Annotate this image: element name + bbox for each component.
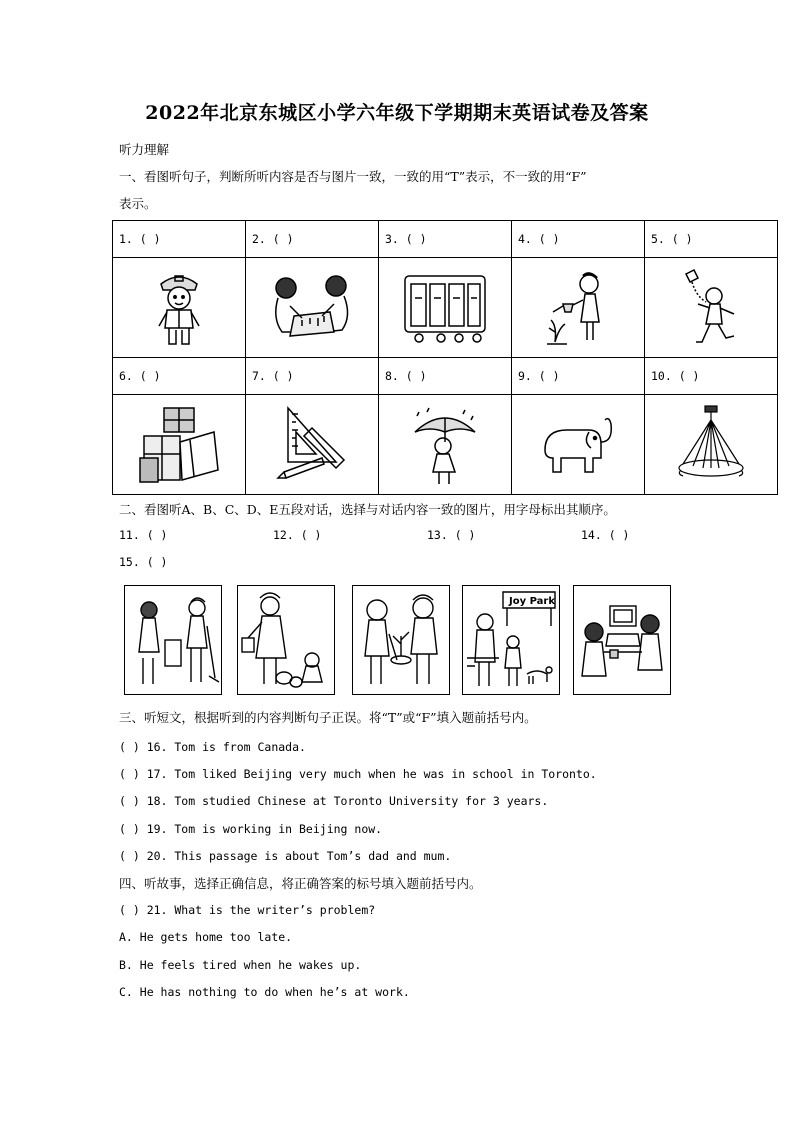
police-officer-icon bbox=[149, 266, 209, 350]
part4-instruction: 四、听故事，选择正确信息，将正确答案的标号填入题前括号内。 bbox=[119, 876, 482, 891]
statement-item[interactable]: ( ) 16. Tom is from Canada. bbox=[119, 740, 306, 754]
scene-tree bbox=[352, 585, 450, 695]
item-number[interactable]: 9. ( ) bbox=[512, 358, 645, 395]
computer-chat-icon bbox=[574, 586, 670, 694]
item-number[interactable]: 6. ( ) bbox=[113, 358, 246, 395]
option-a: A. He gets home too late. bbox=[119, 930, 293, 944]
item-number[interactable]: 5. ( ) bbox=[645, 221, 778, 258]
scene-cleaning bbox=[124, 585, 222, 695]
part2-instruction: 二、看图听A、B、C、D、E五段对话，选择与对话内容一致的图片，用字母标出其顺序。 bbox=[119, 502, 616, 517]
answer-blank[interactable]: 15. ( ) bbox=[119, 555, 168, 569]
park-sign: Joy Park bbox=[509, 596, 555, 607]
statement-item[interactable]: ( ) 19. Tom is working in Beijing now. bbox=[119, 822, 383, 836]
recycling-bins-icon bbox=[397, 268, 493, 348]
item-number[interactable]: 8. ( ) bbox=[379, 358, 512, 395]
section-heading: 听力理解 bbox=[119, 142, 170, 157]
answer-blank[interactable]: 13. ( ) bbox=[427, 528, 476, 542]
option-c: C. He has nothing to do when he’s at work. bbox=[119, 985, 410, 999]
cleaning-scene-icon bbox=[125, 586, 221, 694]
item-number[interactable]: 4. ( ) bbox=[512, 221, 645, 258]
feeding-chickens-icon bbox=[238, 586, 334, 694]
girl-umbrella-icon bbox=[405, 402, 485, 488]
answer-blank[interactable]: 11. ( ) bbox=[119, 528, 168, 542]
option-b: B. He feels tired when he wakes up. bbox=[119, 958, 362, 972]
item-number[interactable]: 7. ( ) bbox=[246, 358, 379, 395]
girl-watering-icon bbox=[543, 266, 613, 350]
elephant-icon bbox=[535, 402, 621, 488]
scene-chickens bbox=[237, 585, 335, 695]
gift-boxes-icon bbox=[134, 402, 224, 488]
item-number[interactable]: 3. ( ) bbox=[379, 221, 512, 258]
park-walk-icon bbox=[463, 586, 559, 694]
statement-item[interactable]: ( ) 20. This passage is about Tom’s dad and mum. bbox=[119, 849, 452, 863]
answer-blank[interactable]: 12. ( ) bbox=[273, 528, 322, 542]
picture-judgement-table bbox=[112, 220, 778, 495]
statement-item[interactable]: ( ) 17. Tom liked Beijing very much when he was in school in Toronto. bbox=[119, 767, 597, 781]
ruler-pencil-icon bbox=[272, 402, 352, 488]
item-number[interactable]: 10. ( ) bbox=[645, 358, 778, 395]
item-number[interactable]: 1. ( ) bbox=[113, 221, 246, 258]
planting-tree-icon bbox=[353, 586, 449, 694]
part1-instruction: 一、看图听句子，判断所听内容是否与图片一致，一致的用“T”表示，不一致的用“F” bbox=[119, 169, 587, 184]
part3-instruction: 三、听短文，根据听到的内容判断句子正误。将“T”或“F”填入题前括号内。 bbox=[119, 710, 537, 725]
item-number[interactable]: 2. ( ) bbox=[246, 221, 379, 258]
children-chess-icon bbox=[264, 266, 360, 350]
part1-instruction-cont: 表示。 bbox=[119, 196, 157, 211]
fountain-icon bbox=[671, 402, 751, 488]
scene-computer bbox=[573, 585, 671, 695]
page-title: 2022年北京东城区小学六年级下学期期末英语试卷及答案 bbox=[145, 102, 649, 124]
scene-park bbox=[462, 585, 560, 695]
answer-blank[interactable]: 14. ( ) bbox=[581, 528, 630, 542]
question-item[interactable]: ( ) 21. What is the writer’s problem? bbox=[119, 903, 376, 917]
statement-item[interactable]: ( ) 18. Tom studied Chinese at Toronto University for 3 years. bbox=[119, 794, 549, 808]
boy-kite-icon bbox=[676, 266, 746, 350]
